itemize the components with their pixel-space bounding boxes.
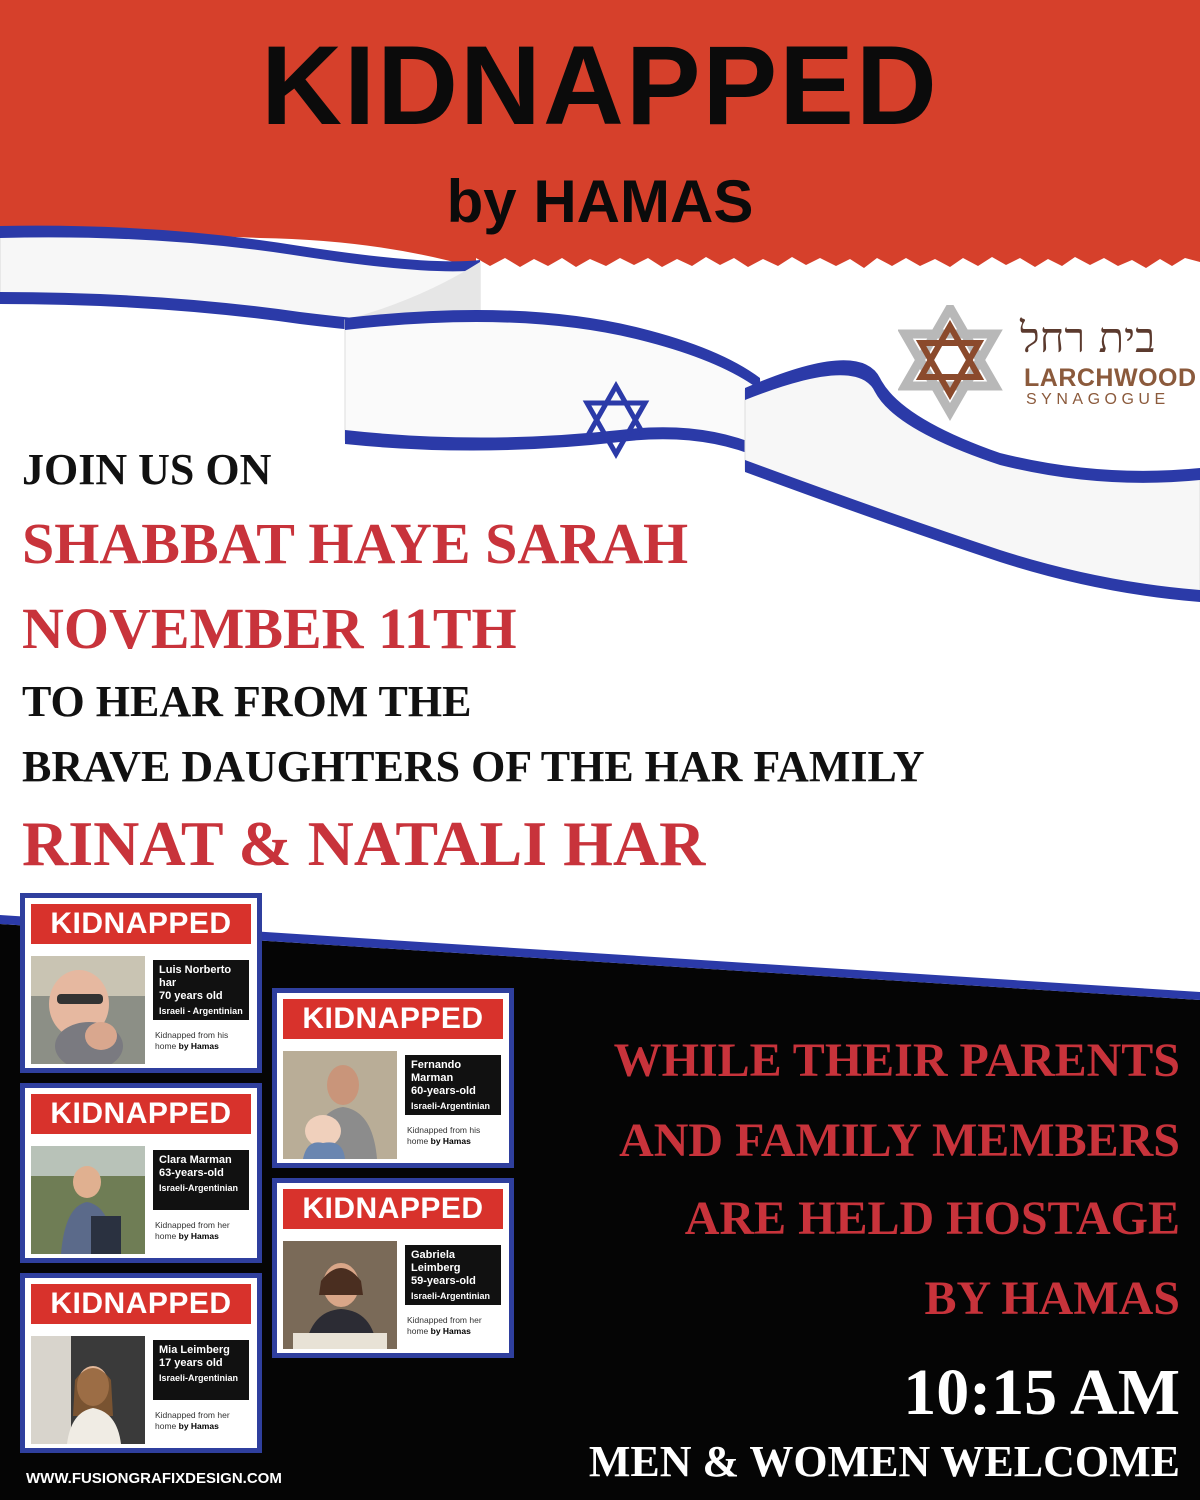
logo-subname: SYNAGOGUE [1026,391,1170,408]
message-line-2: AND FAMILY MEMBERS [619,1114,1180,1167]
poster-note: Kidnapped from his home by Hamas [407,1125,481,1146]
poster-label [405,1245,501,1305]
message-line-4: BY HAMAS [924,1272,1180,1325]
hostage-age: 63-years-old [159,1167,224,1179]
poster-note: Kidnapped from her home by Hamas [407,1315,482,1336]
poster-header: KIDNAPPED [31,1094,251,1134]
message-line-1: WHILE THEIR PARENTS [613,1034,1180,1087]
hostage-poster [20,1273,262,1453]
hostage-origin: Israeli-Argentinian [411,1101,491,1111]
event-time: 10:15 AM [903,1356,1180,1429]
headline-kidnapped: KIDNAPPED [261,23,939,148]
poster-header: KIDNAPPED [31,1284,251,1324]
hostage-name: Gabriela Leimberg [411,1249,461,1274]
message-line-3: ARE HELD HOSTAGE [684,1192,1180,1245]
hostage-origin: Israeli-Argentinian [159,1183,239,1193]
hostage-origin: Israeli-Argentinian [159,1373,239,1383]
hostage-name: Luis Norberto har [159,964,232,989]
poster-label [405,1055,501,1115]
hostage-photo [31,956,145,1064]
poster-label [153,1150,249,1210]
hostage-name: Fernando Marman [411,1059,462,1084]
logo-hebrew-text: בית רחל [1020,313,1156,362]
hostage-poster [20,893,262,1073]
poster-header: KIDNAPPED [283,1189,503,1229]
brave-daughters-text: BRAVE DAUGHTERS OF THE HAR FAMILY [22,742,925,791]
poster-note: Kidnapped from her home by Hamas [155,1220,230,1241]
event-date: NOVEMBER 11TH [22,596,517,661]
poster-note: Kidnapped from her home by Hamas [155,1410,230,1431]
hostage-age: 17 years old [159,1357,223,1369]
hostage-photo [31,1336,145,1444]
join-us-text: JOIN US ON [22,445,272,494]
headline-by-hamas: by HAMAS [446,168,754,235]
speaker-names: RINAT & NATALI HAR [22,808,706,879]
poster-label [153,960,249,1020]
hostage-name: Clara Marman [159,1154,232,1166]
shabbat-name: SHABBAT HAYE SARAH [22,511,689,576]
hostage-photo [283,1241,397,1349]
hostage-photo [31,1146,145,1254]
welcome-text: MEN & WOMEN WELCOME [588,1437,1180,1486]
hostage-name: Mia Leimberg [159,1344,230,1356]
hostage-poster [272,1178,514,1358]
hostage-age: 70 years old [159,990,223,1002]
hostage-poster [20,1083,262,1263]
hear-from-text: TO HEAR FROM THE [22,677,472,726]
designer-website: WWW.FUSIONGRAFIXDESIGN.COM [26,1470,282,1487]
hostage-poster [272,988,514,1168]
poster-header: KIDNAPPED [283,999,503,1039]
poster-header: KIDNAPPED [31,904,251,944]
hostage-origin: Israeli - Argentinian [159,1006,243,1016]
hostage-age: 60-years-old [411,1085,476,1097]
hostage-photo [283,1051,397,1159]
hostage-age: 59-years-old [411,1275,476,1287]
poster-label [153,1340,249,1400]
hostage-origin: Israeli-Argentinian [411,1291,491,1301]
logo-star-icon [905,308,995,412]
logo-name: LARCHWOOD [1024,364,1197,392]
poster-note: Kidnapped from his home by Hamas [155,1030,229,1051]
